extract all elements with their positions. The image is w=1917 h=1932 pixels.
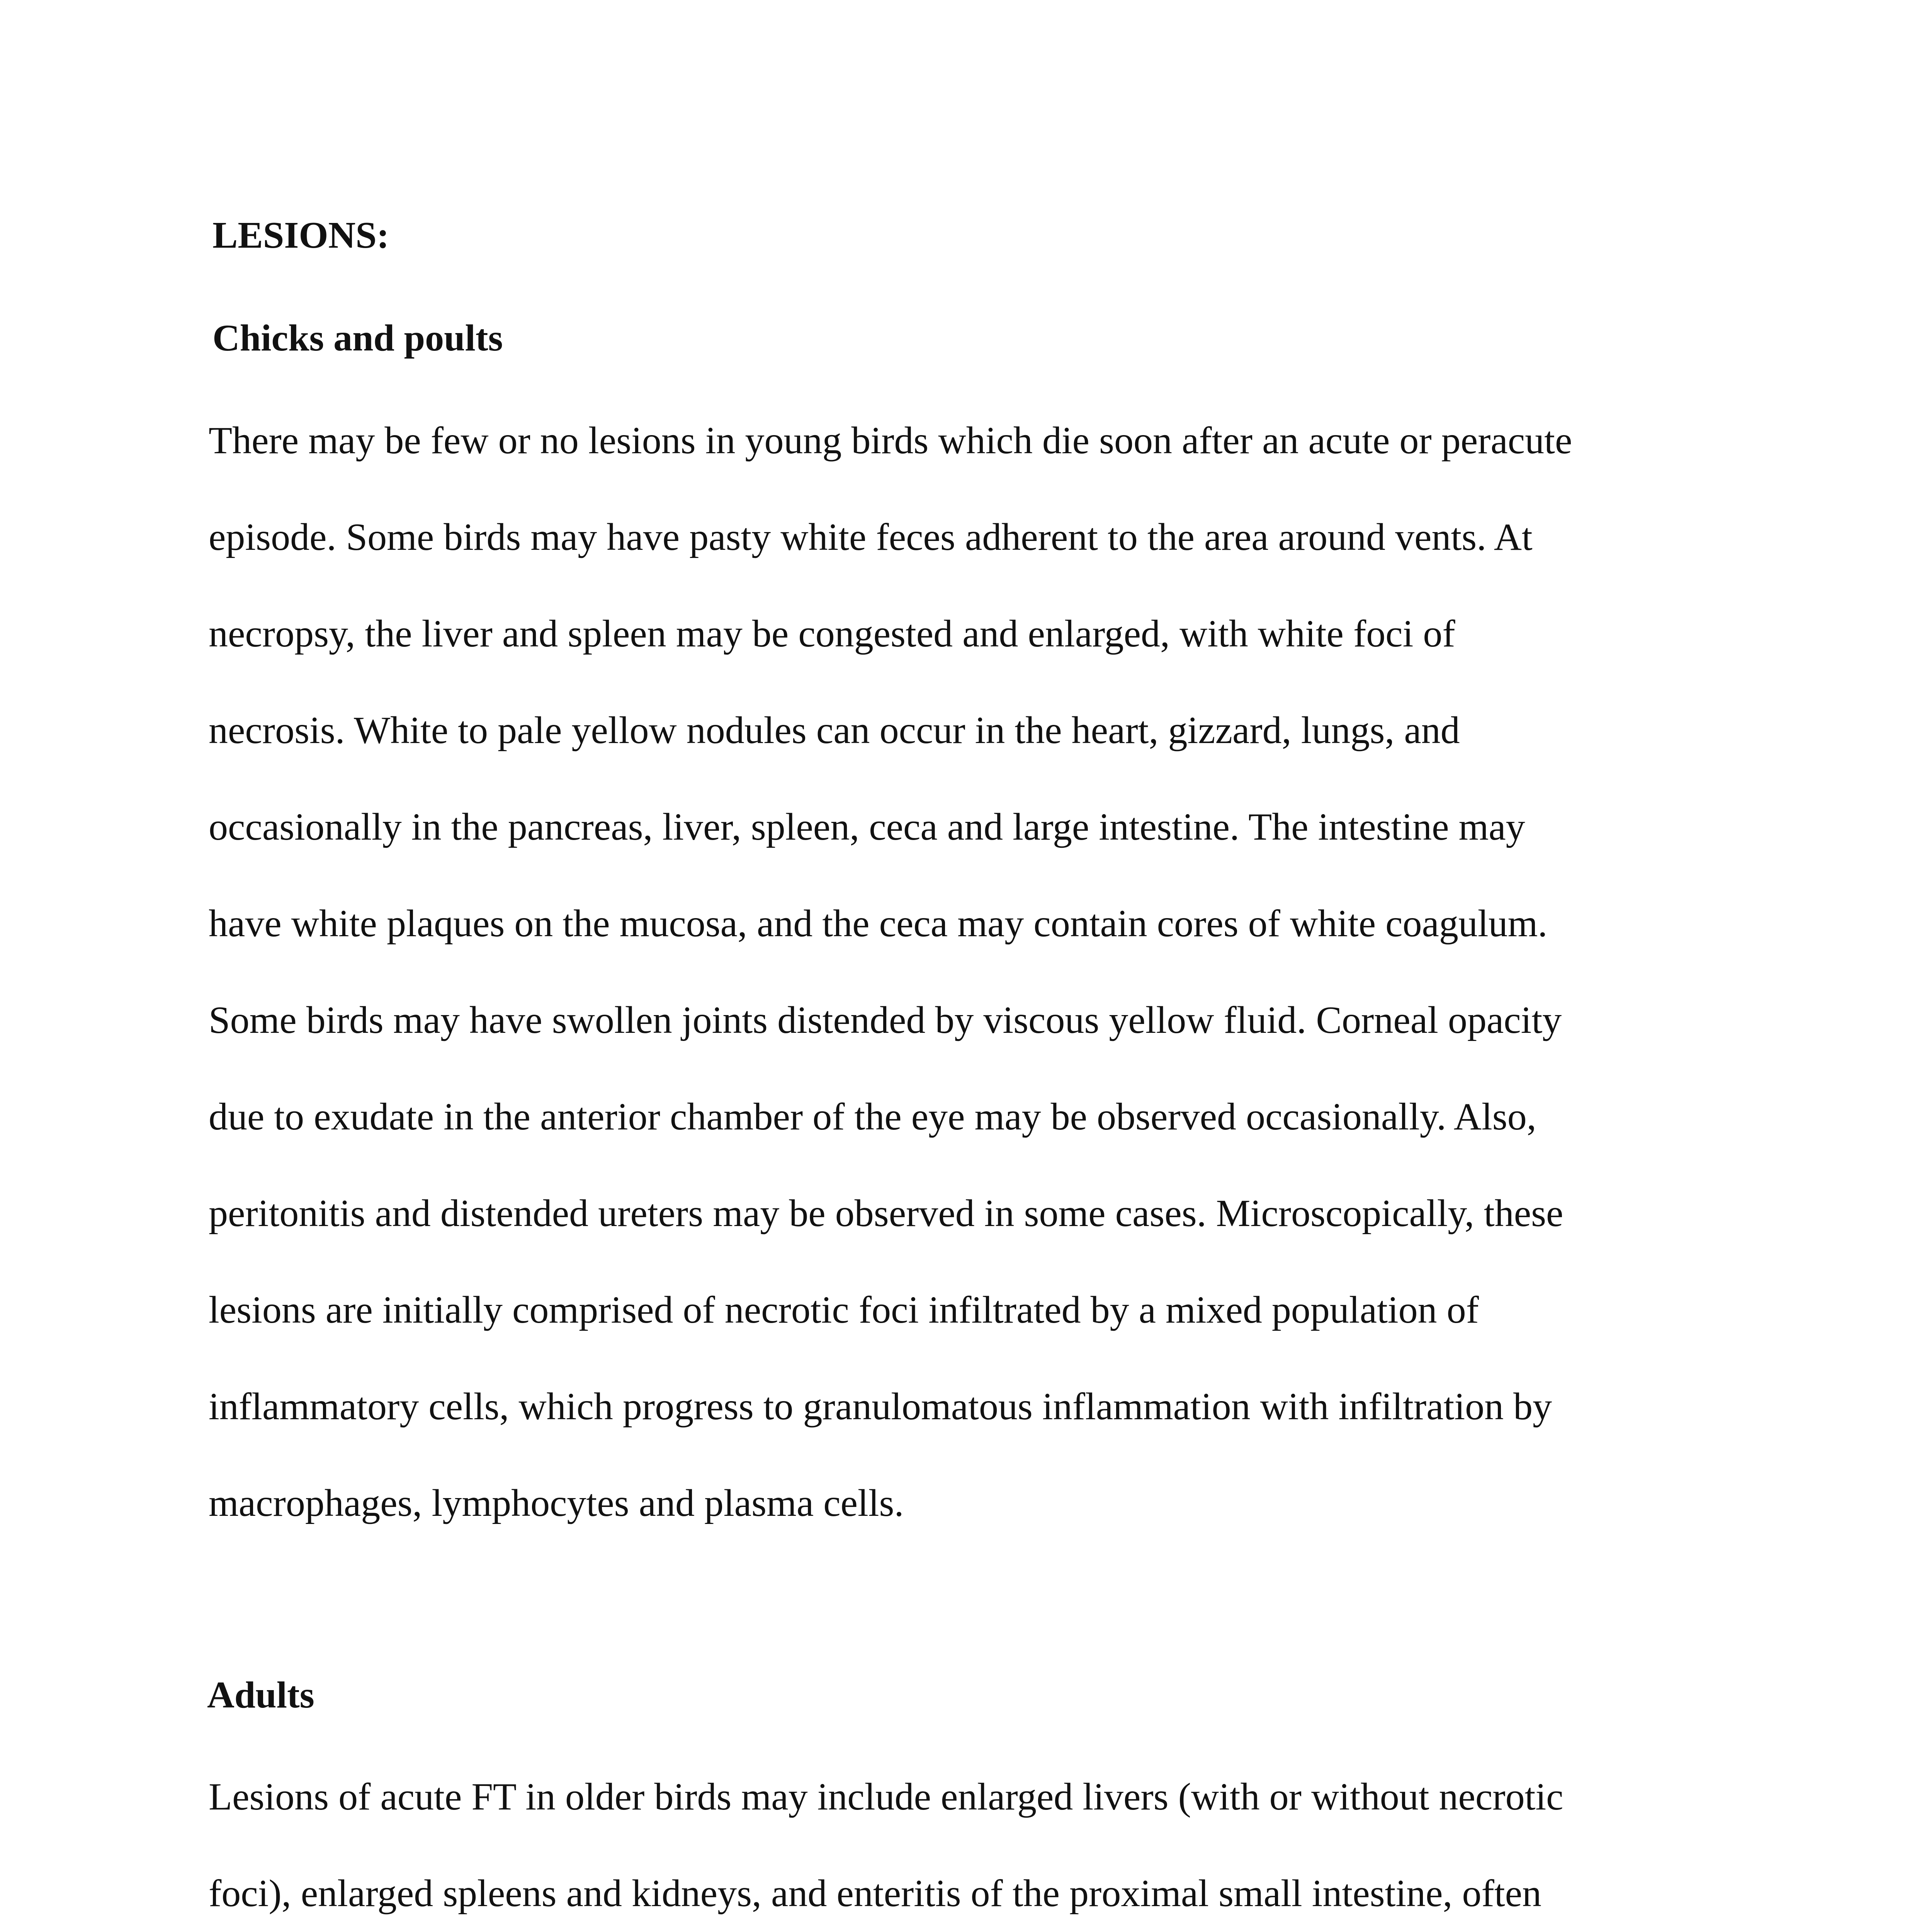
text-line: Lesions of acute FT in older birds may include enlarged livers (with or without necrotic — [209, 1775, 1564, 1818]
subheading-adults: Adults — [207, 1674, 314, 1716]
text-line: have white plaques on the mucosa, and the ceca may contain cores of white coagulum. — [209, 902, 1548, 945]
text-line: necropsy, the liver and spleen may be congested and enlarged, with white foci of — [209, 612, 1455, 655]
section-heading-lesions: LESIONS: — [212, 214, 389, 256]
text-line: necrosis. White to pale yellow nodules can occur in the heart, gizzard, lungs, and — [209, 709, 1460, 752]
text-line: occasionally in the pancreas, liver, spleen, ceca and large intestine. The intestine may — [209, 805, 1525, 848]
text-line: episode. Some birds may have pasty white feces adherent to the area around vents. At — [209, 515, 1533, 558]
text-line: peritonitis and distended ureters may be observed in some cases. Microscopically, these — [209, 1192, 1564, 1235]
text-line: due to exudate in the anterior chamber of the eye may be observed occasionally. Also, — [209, 1095, 1536, 1138]
text-line: lesions are initially comprised of necrotic foci infiltrated by a mixed population of — [209, 1288, 1479, 1331]
text-line: Some birds may have swollen joints distended by viscous yellow fluid. Corneal opacity — [209, 998, 1562, 1041]
text-line: inflammatory cells, which progress to granulomatous inflammation with infiltration by — [209, 1385, 1552, 1428]
text-line: foci), enlarged spleens and kidneys, and enteritis of the proximal small intestine, often — [209, 1872, 1541, 1915]
subheading-chicks-and-poults: Chicks and poults — [212, 317, 503, 359]
text-line: macrophages, lymphocytes and plasma cells. — [209, 1481, 904, 1524]
text-line: There may be few or no lesions in young birds which die soon after an acute or peracute — [209, 419, 1572, 462]
